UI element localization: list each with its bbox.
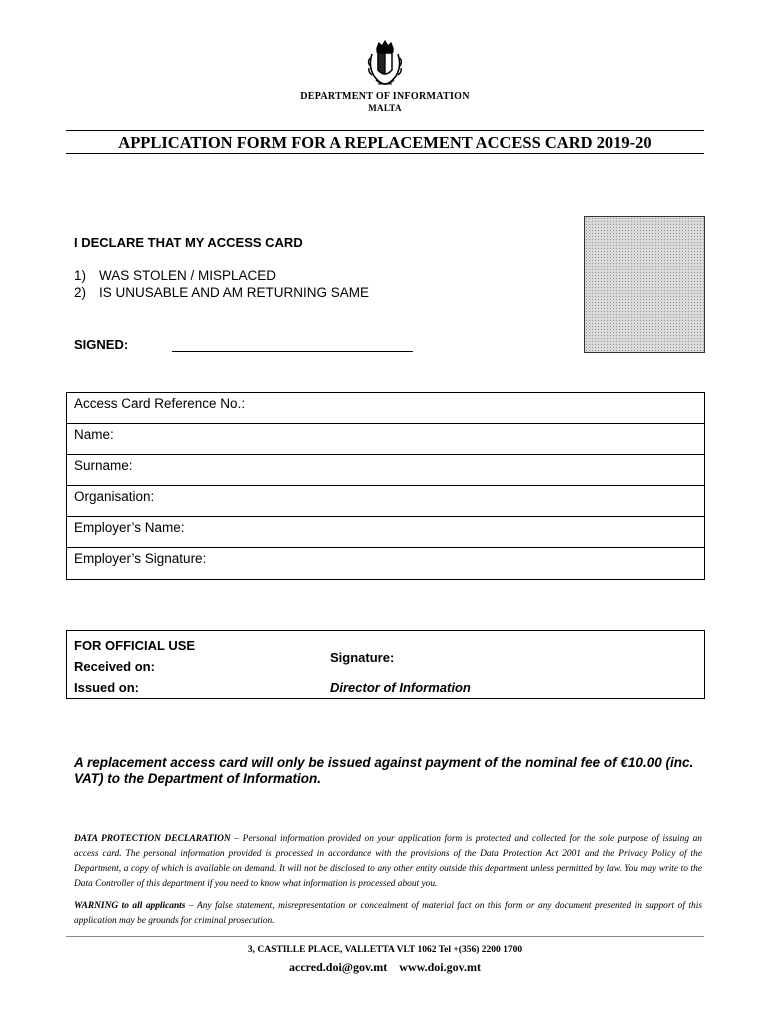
field-name[interactable]: Name: [67, 424, 704, 455]
item-text: IS UNUSABLE AND AM RETURNING SAME [99, 285, 370, 300]
data-protection-declaration [74, 832, 702, 892]
footer-contacts [0, 960, 770, 975]
item-number: 1) [74, 268, 87, 283]
official-use-heading: FOR OFFICIAL USE [74, 638, 196, 653]
issued-on-label: Issued on: [74, 680, 140, 695]
declaration-heading: I DECLARE THAT MY ACCESS CARD [74, 235, 303, 250]
item-number: 2) [74, 285, 87, 300]
title-bottom-rule [66, 153, 704, 154]
signature-line[interactable] [172, 351, 413, 352]
official-use-box [66, 630, 705, 699]
signed-label: SIGNED: [74, 337, 129, 352]
official-signature-label: Signature: [330, 650, 395, 665]
fee-notice: A replacement access card will only be issued against payment of the nominal fee of €10.00 (inc. VAT) to the Department of Information. [74, 755, 694, 786]
declaration-item [74, 268, 276, 283]
footer-address: 3, CASTILLE PLACE, VALLETTA VLT 1062 Tel +(356) 2200 1700 [247, 945, 523, 955]
declaration-item [74, 285, 369, 300]
footer-rule [66, 936, 704, 937]
received-on-label: Received on: [74, 659, 155, 674]
footer-website[interactable]: www.doi.gov.mt [399, 960, 481, 974]
field-employer-name[interactable]: Employer’s Name: [67, 517, 704, 548]
data-protection-label: DATA PROTECTION DECLARATION [74, 834, 231, 844]
warning-notice [74, 899, 702, 929]
item-text: WAS STOLEN / MISPLACED [99, 268, 277, 283]
warning-label: WARNING to all applicants [74, 901, 186, 911]
details-table [66, 392, 705, 580]
field-access-card-ref[interactable]: Access Card Reference No.: [67, 393, 704, 424]
field-employer-signature[interactable]: Employer’s Signature: [74, 551, 207, 566]
title-top-rule [66, 130, 704, 131]
field-surname[interactable]: Surname: [67, 455, 704, 486]
data-protection-text: – Personal information provided on your application form is protected and collected for the sole purpose of issuing an access card. The personal information provided is processed in accordance with the provisions of the Data Protection Act 2001 and the Privacy Policy of the Department, a copy of which is available on demand. It will not be disclosed to any other entity outside this department unless permitted by law. You may write to the Data Controller of this department if you need to know what information is processed about you. [74, 834, 702, 889]
malta-coat-of-arms-icon [364, 40, 406, 90]
page-title: APPLICATION FORM FOR A REPLACEMENT ACCESS CARD 2019-20 [118, 133, 652, 152]
country-name: MALTA [368, 103, 402, 113]
warning-text: – Any false statement, misrepresentation or concealment of material fact on this form or any document presented in support of this application may be grounds for criminal prosecution. [74, 901, 702, 926]
department-name: DEPARTMENT OF INFORMATION [300, 91, 470, 102]
director-label: Director of Information [330, 680, 471, 695]
field-organisation[interactable]: Organisation: [67, 486, 704, 517]
footer-email[interactable]: accred.doi@gov.mt [289, 960, 388, 974]
photo-box [584, 216, 705, 353]
